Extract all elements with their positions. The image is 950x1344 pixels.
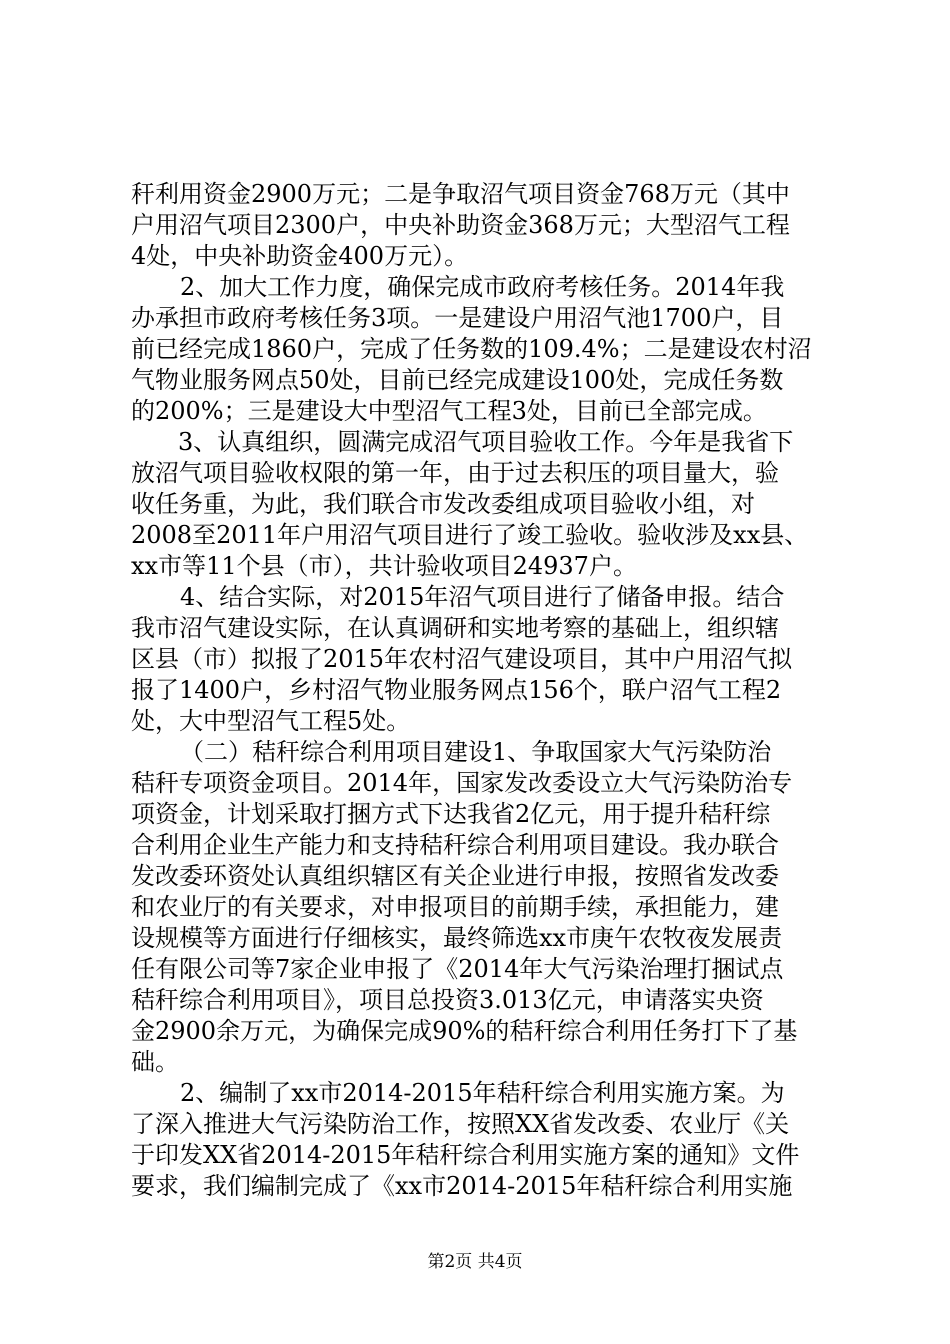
text-line: 区县（市）拟报了2015年农村沼气建设项目，其中户用沼气拟 [131, 645, 793, 673]
text-line: 前已经完成1860户，完成了任务数的109.4%；二是建设农村沼 [131, 335, 812, 363]
page-footer: 第2页 共4页 [427, 1252, 523, 1272]
text-line: 报了1400户，乡村沼气物业服务网点156个，联户沼气工程2 [131, 676, 782, 704]
text-line: 气物业服务网点50处，目前已经完成建设100处，完成任务数 [131, 366, 784, 394]
text-line: 办承担市政府考核任务3项。一是建设户用沼气池1700户，目 [131, 304, 784, 332]
text-line: 了深入推进大气污染防治工作，按照XX省发改委、农业厅《关 [131, 1110, 790, 1138]
text-line: 3、认真组织，圆满完成沼气项目验收工作。今年是我省下 [178, 428, 794, 456]
text-line: 2008至2011年户用沼气项目进行了竣工验收。验收涉及xx县、 [131, 521, 809, 549]
text-line: 发改委环资处认真组织辖区有关企业进行申报，按照省发改委 [131, 862, 779, 890]
text-line: 4、结合实际，对2015年沼气项目进行了储备申报。结合 [180, 583, 785, 611]
text-line: 秆利用资金2900万元；二是争取沼气项目资金768万元（其中 [131, 180, 790, 208]
text-line: 2、编制了xx市2014-2015年秸秆综合利用实施方案。为 [180, 1079, 785, 1107]
text-line: xx市等11个县（市），共计验收项目24937户。 [131, 552, 637, 580]
text-line: 合利用企业生产能力和支持秸秆综合利用项目建设。我办联合 [131, 831, 779, 859]
text-line: 于印发XX省2014-2015年秸秆综合利用实施方案的通知》文件 [131, 1141, 800, 1169]
text-line: 任有限公司等7家企业申报了《2014年大气污染治理打捆试点 [131, 955, 784, 983]
text-line: （二）秸秆综合利用项目建设1、争取国家大气污染防治 [180, 738, 772, 766]
text-line: 项资金，计划采取打捆方式下达我省2亿元，用于提升秸秆综 [131, 800, 771, 828]
text-line: 处，大中型沼气工程5处。 [131, 707, 411, 735]
text-line: 放沼气项目验收权限的第一年，由于过去积压的项目量大，验 [131, 459, 779, 487]
text-line: 和农业厅的有关要求，对申报项目的前期手续，承担能力，建 [131, 893, 779, 921]
text-line: 的200%；三是建设大中型沼气工程3处，目前已全部完成。 [131, 397, 767, 425]
text-line: 我市沼气建设实际，在认真调研和实地考察的基础上，组织辖 [131, 614, 779, 642]
text-line: 秸秆综合利用项目》，项目总投资3.013亿元，申请落实央资 [131, 986, 764, 1014]
text-line: 2、加大工作力度，确保完成市政府考核任务。2014年我 [180, 273, 785, 301]
text-line: 户用沼气项目2300户，中央补助资金368万元；大型沼气工程 [131, 211, 790, 239]
text-line: 础。 [131, 1048, 179, 1076]
text-line: 设规模等方面进行仔细核实，最终筛选xx市庚午农牧夜发展责 [131, 924, 783, 952]
text-line: 收任务重，为此，我们联合市发改委组成项目验收小组，对 [131, 490, 755, 518]
text-line: 秸秆专项资金项目。2014年，国家发改委设立大气污染防治专 [131, 769, 793, 797]
text-line: 要求，我们编制完成了《xx市2014-2015年秸秆综合利用实施 [131, 1172, 793, 1200]
text-line: 金2900余万元，为确保完成90%的秸秆综合利用任务打下了基 [131, 1017, 798, 1045]
text-line: 4处，中央补助资金400万元）。 [131, 242, 469, 270]
